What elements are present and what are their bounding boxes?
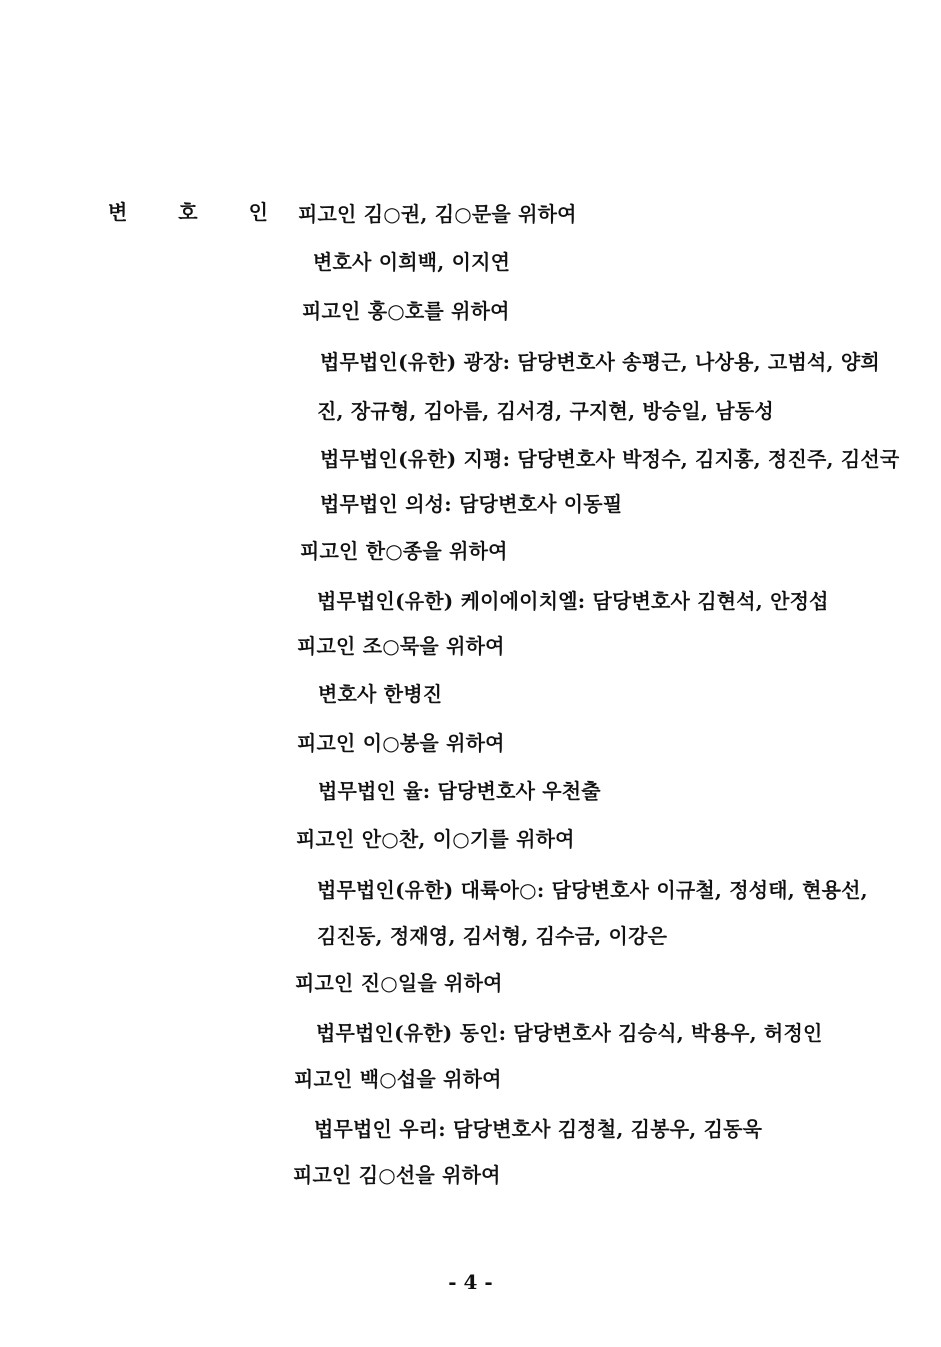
defendant-line: 피고인 한○종을 위하여: [300, 539, 508, 563]
counsel-line: 법무법인(유한) 케이에이치엘: 담당변호사 김현석, 안정섭: [317, 589, 829, 613]
counsel-line: 법무법인(유한) 대륙아○: 담당변호사 이규철, 정성태, 현용선,: [317, 878, 868, 902]
defendant-line: 피고인 안○찬, 이○기를 위하여: [296, 827, 575, 851]
counsel-line: 법무법인(유한) 동인: 담당변호사 김승식, 박용우, 허정인: [316, 1021, 823, 1045]
counsel-line: 변호사 한병진: [318, 682, 443, 706]
section-label-defense-counsel: 변 호 인: [108, 200, 290, 224]
counsel-line: 진, 장규형, 김아름, 김서경, 구지현, 방승일, 남동성: [317, 399, 774, 423]
defendant-line: 피고인 조○묵을 위하여: [297, 634, 505, 658]
defendant-line: 피고인 진○일을 위하여: [295, 971, 503, 995]
defendant-line: 피고인 이○봉을 위하여: [297, 731, 505, 755]
counsel-line: 법무법인(유한) 지평: 담당변호사 박정수, 김지홍, 정진주, 김선국: [320, 447, 900, 471]
defendant-line: 피고인 홍○호를 위하여: [302, 299, 510, 323]
defendant-line: 피고인 김○선을 위하여: [293, 1163, 501, 1187]
counsel-line: 변호사 이희백, 이지연: [313, 250, 511, 274]
defendant-line: 피고인 김○권, 김○문을 위하여: [298, 202, 577, 226]
counsel-line: 법무법인(유한) 광장: 담당변호사 송평근, 나상용, 고범석, 양희: [320, 350, 880, 374]
counsel-line: 법무법인 의성: 담당변호사 이동필: [320, 492, 623, 516]
counsel-line: 법무법인 율: 담당변호사 우천출: [318, 779, 601, 803]
counsel-line: 김진동, 정재영, 김서형, 김수금, 이강은: [317, 924, 668, 948]
defendant-line: 피고인 백○섭을 위하여: [294, 1067, 502, 1091]
counsel-line: 법무법인 우리: 담당변호사 김정철, 김봉우, 김동욱: [314, 1117, 763, 1141]
page-number: - 4 -: [448, 1270, 493, 1294]
